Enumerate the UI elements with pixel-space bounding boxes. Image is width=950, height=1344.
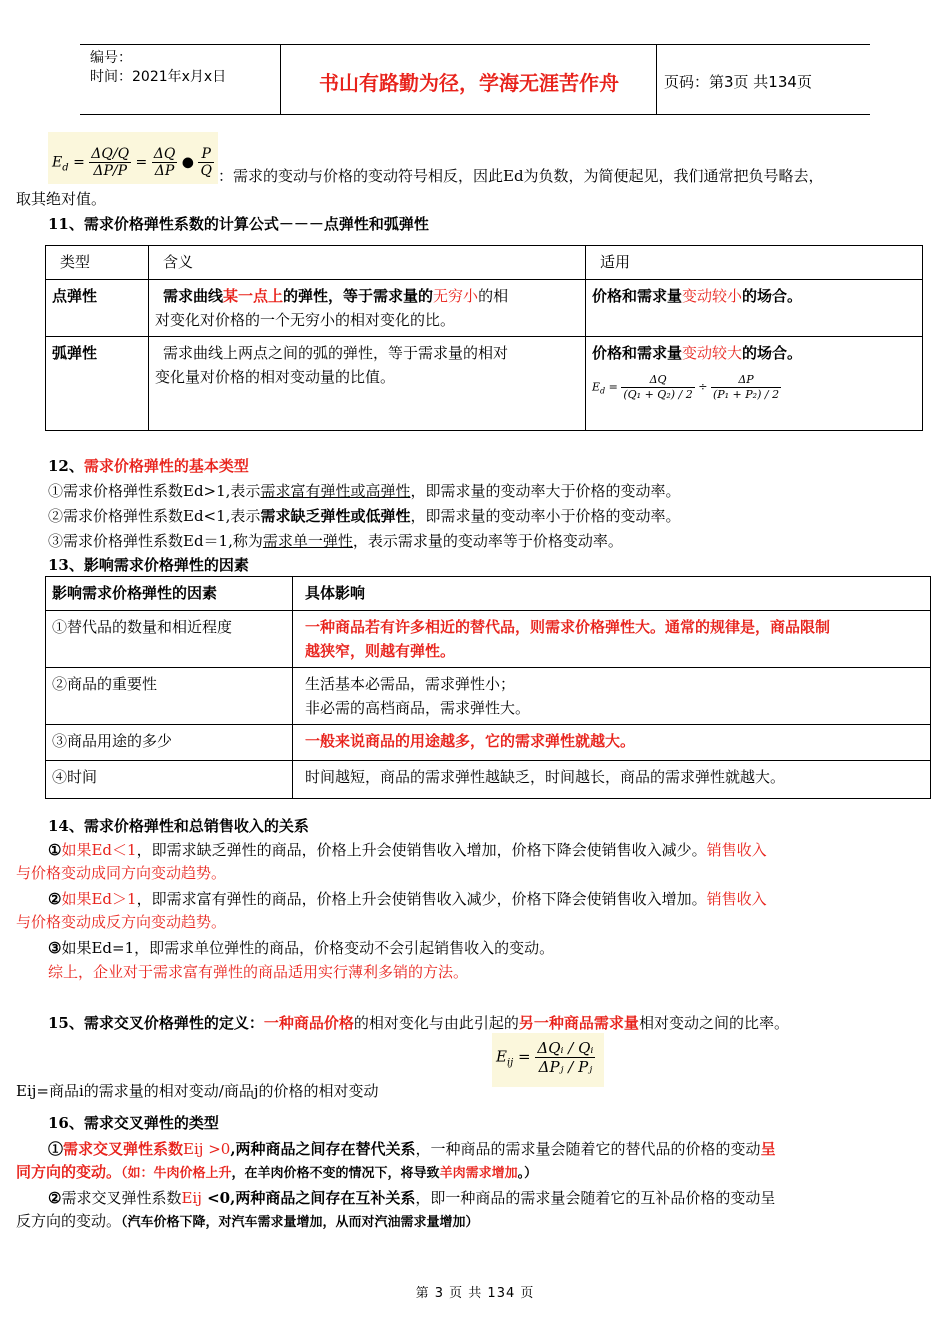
effect-cell: 一般来说商品的用途越多，它的需求弹性就越大。 bbox=[293, 725, 931, 761]
s16-heading: 16、需求交叉弹性的类型 bbox=[48, 1114, 219, 1132]
table-header-row bbox=[46, 577, 931, 611]
table-row bbox=[46, 337, 923, 431]
page-footer: 第 3 页 共 134 页 bbox=[415, 1286, 535, 1301]
s14-summary: 综上，企业对于需求富有弹性的商品适用实行薄利多销的方法。 bbox=[48, 963, 469, 981]
header-meta bbox=[90, 49, 226, 87]
table-header-cell: 影响需求价格弹性的因素 bbox=[46, 577, 293, 611]
arc-elasticity-meaning: 需求曲线上两点之间的弧的弹性，等于需求量的相对 变化量对价格的相对变动量的比值。 bbox=[149, 337, 586, 431]
elasticity-type-table bbox=[45, 245, 923, 431]
point-elasticity-use: 价格和需求量变动较小的场合。 bbox=[586, 280, 923, 337]
table-header-cell: 类型 bbox=[46, 246, 149, 280]
elasticity-factors-table bbox=[45, 576, 931, 799]
header-page: 页码：第3页 共134页 bbox=[664, 73, 812, 91]
table-header-cell: 含义 bbox=[149, 246, 586, 280]
intro-text-line1: ：需求的变动与价格的变动符号相反，因此Ed为负数，为简便起见，我们通常把负号略去， bbox=[218, 167, 824, 185]
s14-heading: 14、需求价格弹性和总销售收入的关系 bbox=[48, 817, 309, 835]
table-header-cell: 具体影响 bbox=[293, 577, 931, 611]
factor-cell: ④时间 bbox=[46, 761, 293, 799]
s12-item-2: ②需求价格弹性系数Ed<1,表示需求缺乏弹性或低弹性，即需求量的变动率小于价格的变动率。 bbox=[48, 507, 681, 525]
table-row bbox=[46, 280, 923, 337]
point-elasticity-type: 点弹性 bbox=[46, 280, 149, 337]
effect-cell: 时间越短，商品的需求弹性越缺乏，时间越长，商品的需求弹性就越大。 bbox=[293, 761, 931, 799]
header-time: 时间：2021年x月x日 bbox=[90, 69, 227, 85]
intro-text-line2: 取其绝对值。 bbox=[16, 190, 107, 208]
cross-elasticity-formula: $E_{ij}$ = $\frac{\text{ΔQᵢ / Qᵢ}}{\text{ΔPⱼ / Pⱼ}}$ bbox=[492, 1033, 604, 1087]
page-header bbox=[80, 44, 870, 115]
s15-description: Eij=商品i的需求量的相对变动/商品j的价格的相对变动 bbox=[16, 1082, 379, 1100]
header-divider bbox=[280, 45, 281, 114]
table-row bbox=[46, 725, 931, 761]
elasticity-formula: $E_d$ = $\frac{\Delta Q/Q}{\Delta P/P}$ = $\frac{\Delta Q}{\Delta P}$ ● $\frac{P}{Q}$ bbox=[48, 132, 218, 184]
table-header-row bbox=[46, 246, 923, 280]
header-number: 编号： bbox=[90, 50, 132, 66]
factor-cell: ①替代品的数量和相近程度 bbox=[46, 611, 293, 668]
table-row bbox=[46, 611, 931, 668]
effect-cell: 生活基本必需品，需求弹性小； 非必需的高档商品，需求弹性大。 bbox=[293, 668, 931, 725]
s15-heading: 15、需求交叉价格弹性的定义：一种商品价格的相对变化与由此引起的另一种商品需求量相对变动之间的比率。 bbox=[48, 1014, 789, 1032]
header-motto: 书山有路勤为径，学海无涯苦作舟 bbox=[319, 71, 619, 95]
s12-item-1: ①需求价格弹性系数Ed>1,表示需求富有弹性或高弹性，即需求量的变动率大于价格的变动率。 bbox=[48, 482, 681, 500]
arc-elasticity-use: 价格和需求量变动较大的场合。 $E_d$ = $\frac{\Delta Q}{\text{(Q₁ + Q₂) / 2}}$ ÷ $\frac{\Delta P}{\text{(P₁ + P₂) / 2}}$ bbox=[586, 337, 923, 431]
s14-item-1: ①如果Ed＜1，即需求缺乏弹性的商品，价格上升会使销售收入增加，价格下降会使销售收入减少。销售收入 bbox=[48, 841, 767, 859]
s13-heading: 13、影响需求价格弹性的因素 bbox=[48, 556, 249, 574]
table-row bbox=[46, 668, 931, 725]
s14-item-2: ②如果Ed＞1，即需求富有弹性的商品，价格上升会使销售收入减少，价格下降会使销售收入增加。销售收入 bbox=[48, 890, 767, 908]
s14-item-1-cont: 与价格变动成同方向变动趋势。 bbox=[16, 864, 227, 882]
s14-item-3: ③如果Ed=1，即需求单位弹性的商品，价格变动不会引起销售收入的变动。 bbox=[48, 939, 555, 957]
s12-heading: 12、需求价格弹性的基本类型 bbox=[48, 457, 249, 475]
s12-item-3: ③需求价格弹性系数Ed＝1,称为需求单一弹性，表示需求量的变动率等于价格变动率。 bbox=[48, 532, 623, 550]
table-row bbox=[46, 761, 931, 799]
arc-elasticity-formula: $E_d$ = $\frac{\Delta Q}{\text{(Q₁ + Q₂) / 2}}$ ÷ $\frac{\Delta P}{\text{(P₁ + P₂) / 2}}$ bbox=[592, 373, 780, 401]
s16-item-2: ②需求交叉弹性系数Eij <0,两种商品之间存在互补关系，即一种商品的需求量会随着它的互补品价格的变动呈 bbox=[48, 1189, 776, 1207]
s11-heading: 11、需求价格弹性系数的计算公式－－－点弹性和弧弹性 bbox=[48, 215, 429, 233]
point-elasticity-meaning: 需求曲线某一点上的弹性，等于需求量的无穷小的相 对变化对价格的一个无穷小的相对变化的比。 bbox=[149, 280, 586, 337]
arc-elasticity-type: 弧弹性 bbox=[46, 337, 149, 431]
factor-cell: ③商品用途的多少 bbox=[46, 725, 293, 761]
effect-cell: 一种商品若有许多相近的替代品，则需求价格弹性大。通常的规律是，商品限制 越狭窄，则越有弹性。 bbox=[293, 611, 931, 668]
header-divider bbox=[656, 45, 657, 114]
s14-item-2-cont: 与价格变动成反方向变动趋势。 bbox=[16, 913, 227, 931]
s16-item-1-cont: 同方向的变动。（如：牛肉价格上升，在羊肉价格不变的情况下，将导致羊肉需求增加。） bbox=[16, 1163, 538, 1181]
s16-item-1: ①需求交叉弹性系数Eij >0,两种商品之间存在替代关系，一种商品的需求量会随着它的替代品的价格的变动呈 bbox=[48, 1140, 776, 1158]
factor-cell: ②商品的重要性 bbox=[46, 668, 293, 725]
table-header-cell: 适用 bbox=[586, 246, 923, 280]
s16-item-2-cont: 反方向的变动。（汽车价格下降，对汽车需求量增加，从而对汽油需求量增加） bbox=[16, 1212, 479, 1230]
